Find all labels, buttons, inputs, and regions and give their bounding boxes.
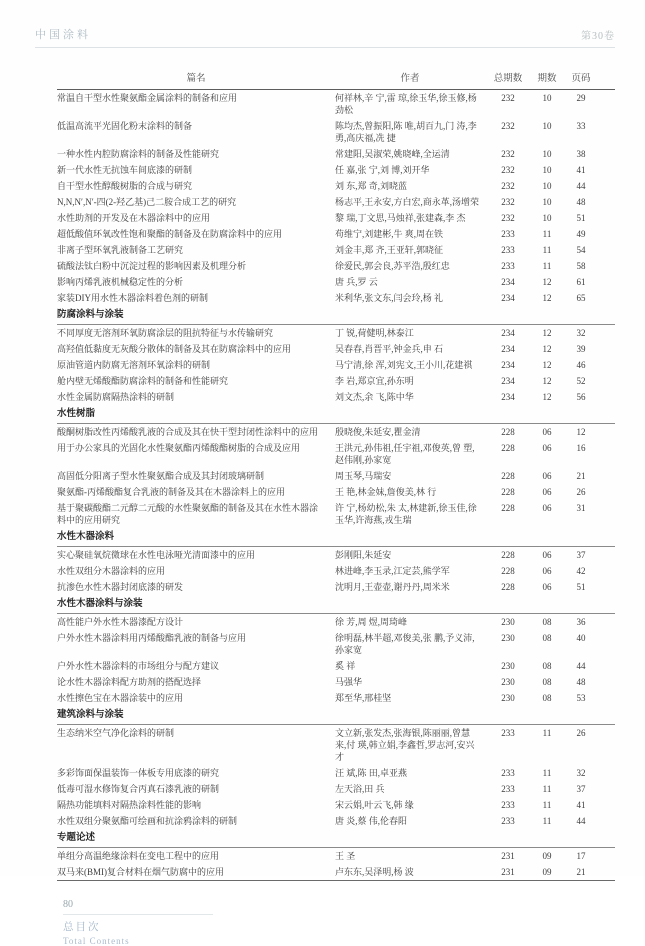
- article-authors: 李 岩,郑京宜,孙东明: [335, 376, 414, 386]
- issue-number: 11: [542, 784, 552, 794]
- page-number-cell: 48: [576, 677, 586, 687]
- total-issue-number: 228: [501, 566, 515, 576]
- issue-number: 11: [542, 261, 552, 271]
- page-number-cell: 44: [576, 816, 586, 826]
- issue-number: 06: [542, 443, 552, 453]
- toc-row: [57, 781, 615, 797]
- page-number-cell: 21: [576, 471, 586, 481]
- toc-row: [57, 290, 615, 306]
- page-number-cell: 39: [576, 344, 586, 354]
- total-issue-number: 234: [501, 328, 515, 338]
- issue-number: 08: [542, 617, 552, 627]
- total-issue-number: 232: [501, 213, 515, 223]
- column-header-total-issue: 总期数: [493, 74, 523, 84]
- article-title: 酸酮树脂改性丙烯酸乳液的合成及其在快干型封闭性涂料中的应用: [57, 427, 319, 437]
- page-number-cell: 51: [576, 582, 586, 592]
- page-number-cell: 61: [576, 277, 586, 287]
- total-issue-number: 233: [501, 816, 515, 826]
- toc-row: [57, 242, 615, 258]
- total-issue-number: 232: [501, 121, 515, 131]
- total-issue-number: 234: [501, 277, 515, 287]
- article-authors: 刘文杰,余 飞,陈中华: [335, 392, 414, 402]
- article-authors: 吴春春,肖晋平,钟金兵,申 石: [335, 344, 444, 354]
- toc-row: [57, 797, 615, 813]
- article-title: 新一代水性无抗蚀车间底漆的研制: [57, 165, 193, 175]
- page-number-cell: 40: [576, 633, 586, 643]
- article-authors: 奚 祥: [335, 661, 356, 671]
- toc-row: [57, 848, 615, 864]
- section-header: 专题论述: [57, 829, 615, 848]
- total-issue-number: 232: [501, 197, 515, 207]
- issue-number: 10: [542, 93, 552, 103]
- article-title: 抗渗色水性木器封闭底漆的研发: [57, 582, 184, 592]
- page-number-cell: 44: [576, 661, 586, 671]
- article-authors: 苟维宁,刘建彬,牛 爽,周在铁: [335, 229, 444, 239]
- total-issue-number: 230: [501, 661, 515, 671]
- toc-row: [57, 389, 615, 405]
- toc-row: [57, 226, 615, 242]
- article-authors: 徐爱民,郭会良,苏平浩,殷红忠: [335, 261, 450, 271]
- total-issue-number: 231: [501, 851, 515, 861]
- toc-row: [57, 674, 615, 690]
- page-number-cell: 51: [576, 213, 586, 223]
- article-authors: 唐 炎,蔡 伟,伦春阳: [335, 816, 408, 826]
- article-title: 多彩饰面保温装饰一体板专用底漆的研究: [57, 768, 220, 778]
- article-authors: 王洪元,孙伟祖,任宇祖,邓俊英,曾 塑,赵伟刚,孙家宽: [335, 443, 475, 465]
- page-number-cell: 29: [576, 93, 586, 103]
- issue-number: 10: [542, 149, 552, 159]
- article-title: 舱内壁无烯酸酯防腐涂料的制备和性能研究: [57, 376, 229, 386]
- article-authors: 宋云娟,叶云飞,韩 缘: [335, 800, 414, 810]
- toc-row: [57, 725, 615, 765]
- total-issue-number: 233: [501, 784, 515, 794]
- section-header: 水性木器涂料: [57, 528, 615, 547]
- toc-row: [57, 579, 615, 595]
- article-authors: 卢东东,吴泽明,杨 波: [335, 867, 414, 877]
- toc-row: [57, 813, 615, 829]
- total-issue-number: 232: [501, 165, 515, 175]
- page-number-cell: 26: [576, 728, 586, 738]
- total-issue-number: 228: [501, 427, 515, 437]
- total-issue-number: 230: [501, 677, 515, 687]
- issue-number: 12: [542, 293, 552, 303]
- section-header: 水性木器涂料与涂装: [57, 595, 615, 614]
- issue-number: 10: [542, 121, 552, 131]
- toc-row: [57, 614, 615, 630]
- toc-row: [57, 630, 615, 658]
- article-title: 水性助剂的开发及在木器涂料中的应用: [57, 213, 211, 223]
- article-authors: 丁 锐,荷健明,林泰江: [335, 328, 414, 338]
- page-number-cell: 41: [576, 800, 586, 810]
- toc-row: [57, 484, 615, 500]
- page-number-cell: 37: [576, 784, 586, 794]
- issue-number: 06: [542, 566, 552, 576]
- article-authors: 沈明月,王壶壶,谢丹丹,周米米: [335, 582, 450, 592]
- issue-number: 12: [542, 328, 552, 338]
- page-number: 80: [63, 899, 213, 915]
- article-title: 水性擦色宝在木器涂装中的应用: [57, 693, 184, 703]
- issue-number: 12: [542, 277, 552, 287]
- total-issue-number: 231: [501, 867, 515, 877]
- total-issue-number: 234: [501, 344, 515, 354]
- page-number-cell: 56: [576, 392, 586, 402]
- article-authors: 文立新,张发杰,张海银,陈丽丽,曾慧来,付 瑛,韩立娟,李鑫哲,罗志河,安兴才: [335, 728, 475, 762]
- total-issue-number: 234: [501, 293, 515, 303]
- issue-number: 11: [542, 229, 552, 239]
- article-title: 不同厚度无溶剂环氧防腐涂层的阻抗特征与水传输研究: [57, 328, 274, 338]
- total-issue-number: 232: [501, 181, 515, 191]
- page-number-cell: 48: [576, 197, 586, 207]
- article-title: 高性能户外水性木器漆配方设计: [57, 617, 184, 627]
- toc-row: [57, 468, 615, 484]
- total-issue-number: 228: [501, 582, 515, 592]
- total-issue-number: 233: [501, 245, 515, 255]
- article-title: 常温自干型水性聚氨酯金属涂料的制备和应用: [57, 93, 238, 103]
- section-header: 水性树脂: [57, 405, 615, 424]
- toc-row: [57, 440, 615, 468]
- article-title: 家装DIY用水性木器涂料着色剂的研制: [57, 293, 208, 303]
- total-issue-number: 234: [501, 360, 515, 370]
- issue-number: 12: [542, 376, 552, 386]
- toc-row: [57, 178, 615, 194]
- article-title: 户外水性木器涂料用丙烯酸酯乳液的制备与应用: [57, 633, 247, 643]
- page-number-cell: 31: [576, 503, 586, 513]
- page-number-cell: 36: [576, 617, 586, 627]
- article-title: 高羟值低黏度无灰酸分散体的制备及其在防腐涂料中的应用: [57, 344, 292, 354]
- toc-row: [57, 690, 615, 706]
- article-title: 水性金属防腐隔热涂料的研制: [57, 392, 175, 402]
- article-authors: 马强华: [335, 677, 363, 687]
- issue-number: 11: [542, 728, 552, 738]
- page-number-cell: 38: [576, 149, 586, 159]
- total-issue-number: 230: [501, 693, 515, 703]
- page-number-cell: 54: [576, 245, 586, 255]
- page-number-cell: 65: [576, 293, 586, 303]
- issue-number: 12: [542, 392, 552, 402]
- total-issue-number: 228: [501, 487, 515, 497]
- article-title: 实心聚硅氧烷微球在水性电泳哑光清面漆中的应用: [57, 550, 256, 560]
- article-title: 水性双组分木器涂料的应用: [57, 566, 166, 576]
- issue-number: 09: [542, 851, 552, 861]
- issue-number: 08: [542, 661, 552, 671]
- toc-row: [57, 563, 615, 579]
- page-number-cell: 12: [576, 427, 586, 437]
- section-header: 建筑涂料与涂装: [57, 706, 615, 725]
- article-authors: 杨志平,王永安,方白宏,商永革,汤增荣: [335, 197, 480, 207]
- issue-number: 06: [542, 582, 552, 592]
- issue-number: 08: [542, 693, 552, 703]
- article-authors: 王 艳,林金妹,詹俊美,林 行: [335, 487, 437, 497]
- page-number-cell: 33: [576, 121, 586, 131]
- article-title: 超低酸值环氧改性饱和聚酯的制备及在防腐涂料中的应用: [57, 229, 283, 239]
- issue-number: 06: [542, 427, 552, 437]
- toc-row: [57, 357, 615, 373]
- journal-title: 中国涂料: [35, 29, 91, 41]
- article-authors: 常建阳,吴淑荣,姚晓峰,全运清: [335, 149, 450, 159]
- page-number-cell: 37: [576, 550, 586, 560]
- article-title: 隔热功能填料对隔热涂料性能的影响: [57, 800, 202, 810]
- article-title: 一种水性内腔防腐涂料的制备及性能研究: [57, 149, 220, 159]
- article-title: 低毒可湿水修饰复合丙真石漆乳液的研制: [57, 784, 220, 794]
- article-title: 原油管道内防腐无溶剂环氧涂料的研制: [57, 360, 211, 370]
- total-issue-number: 234: [501, 376, 515, 386]
- article-title: 生态纳米空气净化涂料的研制: [57, 728, 175, 738]
- toc-row: [57, 274, 615, 290]
- total-issue-number: 230: [501, 633, 515, 643]
- page-number-cell: 16: [576, 443, 586, 453]
- toc-row: [57, 765, 615, 781]
- article-authors: 王 圣: [335, 851, 356, 861]
- article-title: 高固低分阳离子型水性聚氨酯合成及其封闭玻璃研制: [57, 471, 265, 481]
- total-issue-number: 228: [501, 503, 515, 513]
- article-title: 非离子型环氧乳液制备工艺研究: [57, 245, 184, 255]
- article-title: 单组分高温绝缘涂料在变电工程中的应用: [57, 851, 220, 861]
- toc-row: [57, 424, 615, 440]
- article-title: 影响丙烯乳液机械稳定性的分析: [57, 277, 184, 287]
- page-number-cell: 52: [576, 376, 586, 386]
- page-footer: [63, 899, 645, 946]
- article-authors: 黎 瑞,丁文思,马烛祥,张建森,李 杰: [335, 213, 466, 223]
- total-issue-number: 233: [501, 728, 515, 738]
- article-authors: 徐明磊,林半超,邓俊美,张 鹏,予义沛,孙家宽: [335, 633, 475, 655]
- article-title: 户外水性木器涂料的市场组分与配方建议: [57, 661, 220, 671]
- total-issue-number: 233: [501, 229, 515, 239]
- issue-number: 10: [542, 181, 552, 191]
- column-header-page: 页码: [571, 74, 591, 84]
- issue-number: 11: [542, 800, 552, 810]
- toc-row: [57, 162, 615, 178]
- issue-number: 06: [542, 471, 552, 481]
- toc-table-body: [57, 90, 615, 880]
- article-title: 低温高流平光固化粉末涂料的制备: [57, 121, 193, 131]
- article-authors: 徐 芳,周 煜,周琦峰: [335, 617, 408, 627]
- page-number-cell: 21: [576, 867, 586, 877]
- total-issue-number: 228: [501, 550, 515, 560]
- issue-number: 12: [542, 360, 552, 370]
- page-number-cell: 58: [576, 261, 586, 271]
- article-authors: 任 嘉,张 宁,刘 博,刘开华: [335, 165, 430, 175]
- toc-row: [57, 547, 615, 563]
- toc-row: [57, 90, 615, 118]
- section-header: 防腐涂料与涂装: [57, 306, 615, 325]
- column-header-title: 篇名: [186, 74, 206, 84]
- page-number-cell: 17: [576, 851, 586, 861]
- article-authors: 刘金丰,郑 齐,王亚轩,郭晓征: [335, 245, 444, 255]
- article-authors: 米利华,张文东,闫会玲,杨 礼: [335, 293, 444, 303]
- page-number-cell: 53: [576, 693, 586, 703]
- column-header-author: 作者: [400, 74, 420, 84]
- article-title: 水性双组分聚氨酯可绘画和抗涂鸦涂料的研制: [57, 816, 238, 826]
- issue-number: 06: [542, 487, 552, 497]
- article-title: 用于办公家具的光固化水性聚氨酯丙烯酸酯树脂的合成及应用: [57, 443, 301, 453]
- issue-number: 10: [542, 213, 552, 223]
- article-authors: 刘 东,郑 奇,刘晓蓝: [335, 181, 408, 191]
- issue-number: 08: [542, 633, 552, 643]
- page-number-cell: 32: [576, 328, 586, 338]
- article-authors: 汪 斌,陈 田,卓亚燕: [335, 768, 408, 778]
- article-authors: 马宁清,徐 浑,刘宪文,王小川,花建祺: [335, 360, 473, 370]
- issue-number: 12: [542, 344, 552, 354]
- total-issue-number: 233: [501, 768, 515, 778]
- total-issue-number: 228: [501, 471, 515, 481]
- page-number-cell: 26: [576, 487, 586, 497]
- article-title: 论水性木器涂料配方助剂的搭配选择: [57, 677, 202, 687]
- toc-row: [57, 146, 615, 162]
- total-issue-number: 232: [501, 149, 515, 159]
- toc-row: [57, 118, 615, 146]
- page-number-cell: 46: [576, 360, 586, 370]
- article-title: 聚氨酯-丙烯酸酯复合乳液的制备及其在木器涂料上的应用: [57, 487, 285, 497]
- toc-table-header: [57, 70, 615, 90]
- footer-title-en: Total Contents: [63, 936, 130, 946]
- total-issue-number: 230: [501, 617, 515, 627]
- article-title: 硫酸法钛白粉中沉淀过程的影响因素及机理分析: [57, 261, 247, 271]
- column-header-issue: 期数: [537, 74, 557, 84]
- toc-table: [57, 70, 615, 881]
- toc-row: [57, 864, 615, 880]
- total-issue-number: 228: [501, 443, 515, 453]
- footer-title-cn: 总目次: [63, 922, 101, 933]
- toc-row: [57, 341, 615, 357]
- page-number-cell: 44: [576, 181, 586, 191]
- issue-number: 09: [542, 867, 552, 877]
- page-number-cell: 42: [576, 566, 586, 576]
- total-issue-number: 233: [501, 800, 515, 810]
- total-issue-number: 232: [501, 93, 515, 103]
- total-issue-number: 233: [501, 261, 515, 271]
- toc-row: [57, 658, 615, 674]
- issue-number: 11: [542, 245, 552, 255]
- issue-number: 08: [542, 677, 552, 687]
- page-number-cell: 32: [576, 768, 586, 778]
- article-title: N,N,N′,N′-四(2-羟乙基)己二胺合成工艺的研究: [57, 197, 237, 207]
- article-authors: 郑至华,邢桂坚: [335, 693, 392, 703]
- issue-number: 11: [542, 768, 552, 778]
- article-title: 双马来(BMI)复合材料在烟气防腐中的应用: [57, 867, 224, 877]
- article-authors: 何祥林,辛 宁,雷 琼,徐玉华,徐玉修,杨劲松: [335, 93, 477, 115]
- running-head: [35, 0, 615, 48]
- article-title: 自干型水性醇酸树脂的合成与研究: [57, 181, 193, 191]
- article-authors: 殷晓俊,朱延安,瞿金清: [335, 427, 421, 437]
- toc-row: [57, 500, 615, 528]
- volume-label: 第30卷: [581, 31, 615, 42]
- article-authors: 陈均杰,曾振阳,陈 唯,胡百九,门 涛,李 勇,高庆福,冼 捷: [335, 121, 477, 143]
- toc-row: [57, 373, 615, 389]
- article-authors: 彭刚阳,朱延安: [335, 550, 392, 560]
- toc-row: [57, 258, 615, 274]
- page-number-cell: 49: [576, 229, 586, 239]
- article-authors: 周玉琴,马瑞安: [335, 471, 392, 481]
- issue-number: 10: [542, 165, 552, 175]
- toc-row: [57, 325, 615, 341]
- total-issue-number: 234: [501, 392, 515, 402]
- article-title: 基于聚碳酸酯二元醇二元酸的水性聚氨酯的制备及其在水性木器涂料中的应用研究: [57, 503, 319, 525]
- toc-row: [57, 194, 615, 210]
- page-number-cell: 41: [576, 165, 586, 175]
- issue-number: 10: [542, 197, 552, 207]
- issue-number: 06: [542, 550, 552, 560]
- article-authors: 林进峰,李玉录,江定芸,熊学军: [335, 566, 450, 576]
- issue-number: 06: [542, 503, 552, 513]
- toc-row: [57, 210, 615, 226]
- article-authors: 唐 兵,罗 云: [335, 277, 378, 287]
- article-authors: 左天浴,田 兵: [335, 784, 385, 794]
- article-authors: 许 宁,杨幼松,朱 太,林建新,徐玉佳,徐玉华,许海燕,戎生瑞: [335, 503, 477, 525]
- issue-number: 11: [542, 816, 552, 826]
